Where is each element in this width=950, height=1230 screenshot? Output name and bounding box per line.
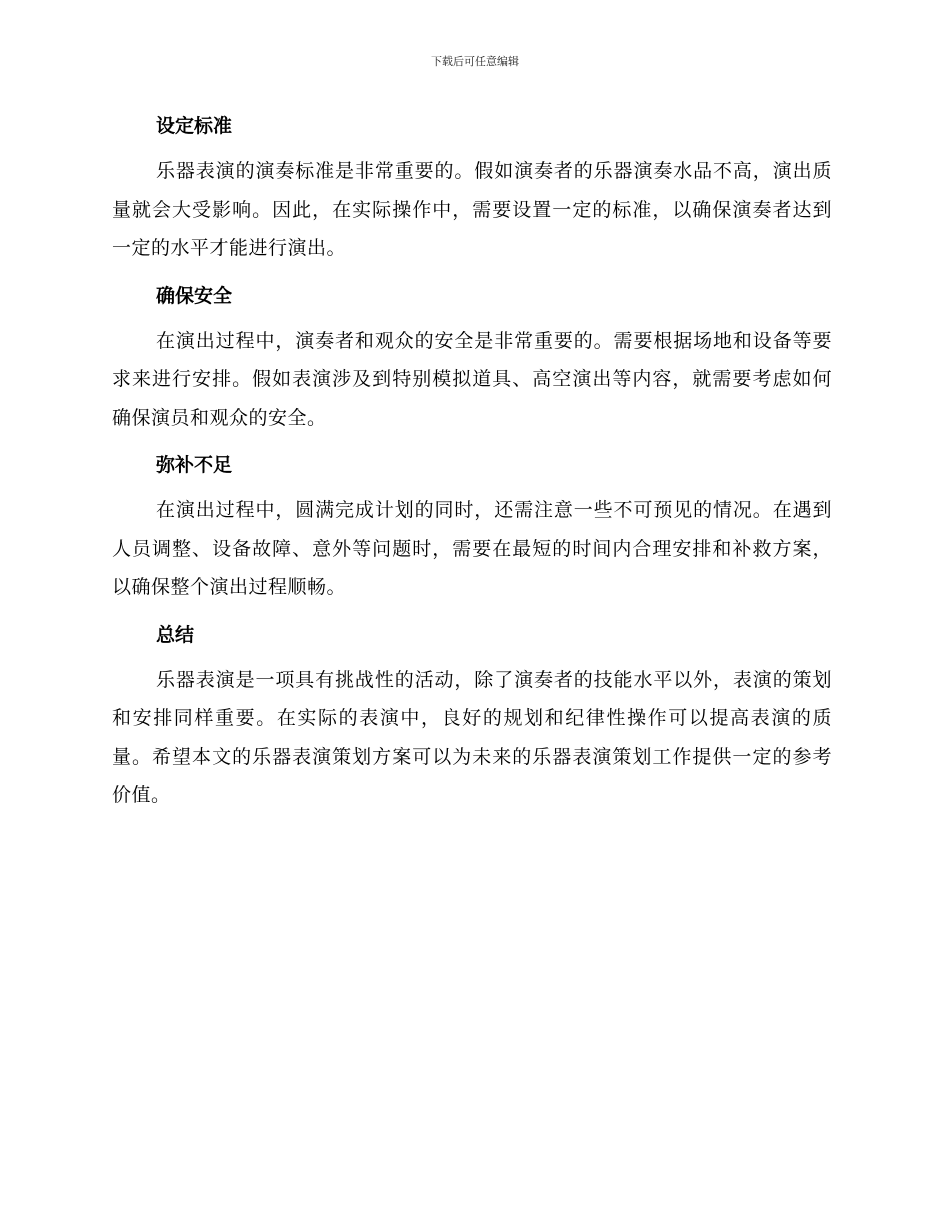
document-body <box>112 110 832 827</box>
section-heading: 总结 <box>156 623 195 646</box>
section-paragraph: 在演出过程中，圆满完成计划的同时，还需注意一些不可预见的情况。在遇到人员调整、设备故障、意外等问题时，需要在最短的时间内合理安排和补救方案，以确保整个演出过程顺畅。 <box>112 499 832 598</box>
section-summary <box>112 619 832 815</box>
section-paragraph: 乐器表演的演奏标准是非常重要的。假如演奏者的乐器演奏水品不高，演出质量就会大受影响。因此，在实际操作中，需要设置一定的标准，以确保演奏者达到一定的水平才能进行演出。 <box>112 160 832 259</box>
section-ensuring-safety <box>112 280 832 438</box>
page-header-note: 下载后可任意编辑 <box>431 55 519 68</box>
section-heading: 确保安全 <box>156 284 233 307</box>
section-setting-standards <box>112 110 832 268</box>
section-heading: 设定标准 <box>156 115 233 137</box>
section-paragraph: 乐器表演是一项具有挑战性的活动，除了演奏者的技能水平以外，表演的策划和安排同样重要。在实际的表演中，良好的规划和纪律性操作可以提高表演的质量。希望本文的乐器表演策划方案可以为未来的乐器表演策划工作提供一定的参考价值。 <box>112 668 832 806</box>
section-heading: 弥补不足 <box>156 454 233 476</box>
section-making-up-shortfalls <box>112 449 832 607</box>
section-paragraph: 在演出过程中，演奏者和观众的安全是非常重要的。需要根据场地和设备等要求来进行安排。假如表演涉及到特别模拟道具、高空演出等内容，就需要考虑如何确保演员和观众的安全。 <box>112 329 832 429</box>
